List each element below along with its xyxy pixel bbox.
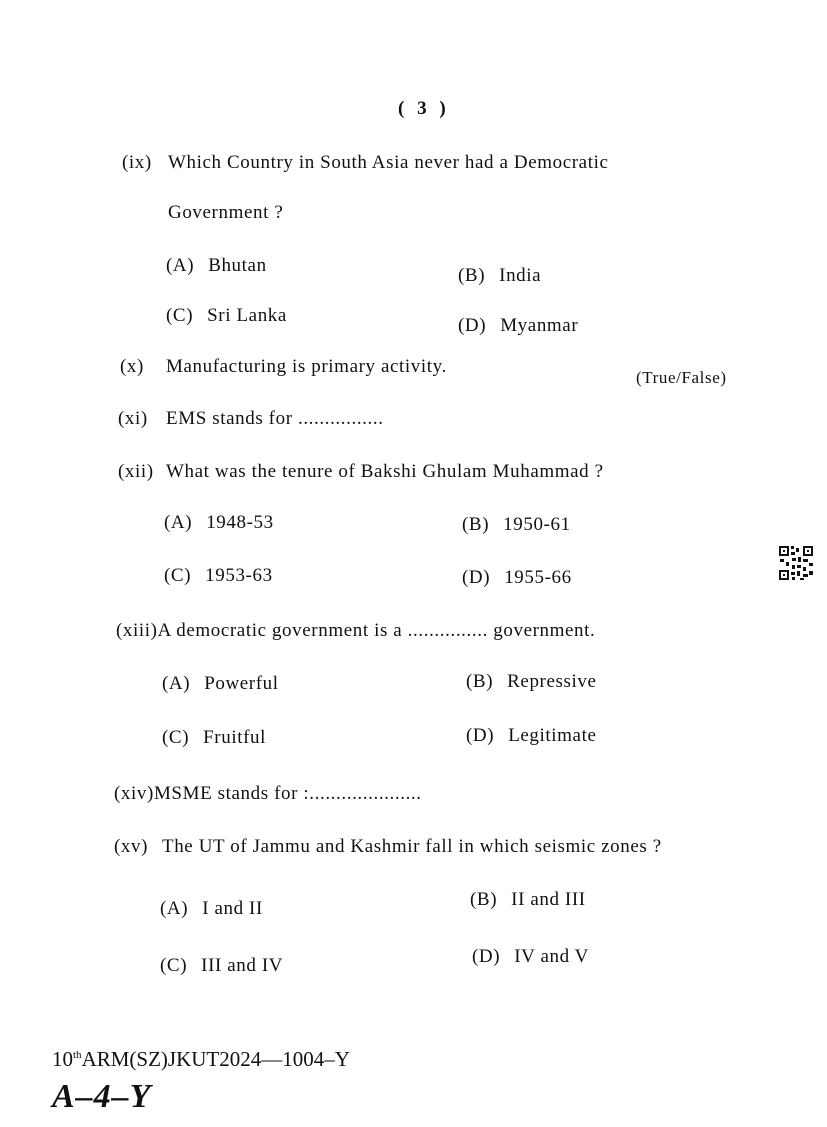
option-xv-b [470, 889, 586, 911]
question-text: What was the tenure of Bakshi Ghulam Muhammad ? [166, 461, 604, 482]
option-xv-c [160, 955, 283, 977]
option-text: 1953-63 [205, 565, 273, 586]
option-text: I and II [202, 898, 263, 919]
question-text: Manufacturing is primary activity. [166, 356, 447, 377]
question-text: The UT of Jammu and Kashmir fall in which seismic zones ? [162, 836, 662, 857]
option-label: (D) [466, 725, 495, 746]
option-text: 1950-61 [503, 514, 571, 535]
option-xv-a [160, 898, 263, 920]
option-label: (C) [164, 565, 192, 586]
question-xiv [114, 783, 422, 805]
option-label: (B) [470, 889, 498, 910]
paper-set: A–4–Y [52, 1078, 152, 1115]
option-xv-d [472, 946, 589, 968]
option-xiii-c [162, 727, 266, 749]
question-number: (xi) [118, 408, 148, 429]
question-number: (ix) [122, 152, 152, 173]
option-xii-b [462, 514, 571, 536]
question-text: A democratic government is a ............... government. [157, 620, 596, 641]
question-ix-line2: Government ? [168, 202, 284, 223]
question-xii [118, 461, 604, 483]
option-ix-d [458, 315, 578, 337]
paper-code [52, 1047, 350, 1072]
option-label: (D) [458, 315, 487, 336]
option-xii-c [164, 565, 273, 587]
option-text: Repressive [507, 671, 597, 692]
option-ix-b [458, 265, 541, 287]
option-ix-c [166, 305, 287, 327]
question-number: (xiii) [116, 620, 158, 641]
option-label: (A) [164, 512, 193, 533]
option-label: (B) [462, 514, 490, 535]
paper-code-rest: ARM(SZ)JKUT2024—1004–Y [81, 1047, 350, 1071]
option-xiii-b [466, 671, 597, 693]
question-xv [114, 836, 662, 858]
option-label: (B) [458, 265, 486, 286]
option-text: Sri Lanka [207, 305, 287, 326]
option-label: (B) [466, 671, 494, 692]
question-number: (xii) [118, 461, 154, 482]
question-number: (xv) [114, 836, 149, 857]
qr-code-icon [778, 545, 814, 581]
question-text-line1: Which Country in South Asia never had a Democratic [168, 152, 609, 173]
question-text: EMS stands for ................ [166, 408, 384, 429]
option-text: Fruitful [203, 727, 266, 748]
option-label: (C) [166, 305, 194, 326]
option-xiii-a [162, 673, 279, 695]
paper-code-prefix: 10 [52, 1047, 73, 1071]
paper-code-sup: th [73, 1049, 82, 1061]
option-text: Bhutan [208, 255, 267, 276]
option-label: (D) [472, 946, 501, 967]
option-text: Myanmar [500, 315, 579, 336]
page-number: ( 3 ) [398, 98, 450, 119]
option-text: III and IV [201, 955, 284, 976]
question-number: (x) [120, 356, 144, 377]
option-label: (A) [160, 898, 189, 919]
question-xiii [116, 620, 595, 642]
option-text: India [499, 265, 542, 286]
option-text: IV and V [514, 946, 590, 967]
question-ix [122, 152, 609, 174]
question-number: (xiv) [114, 783, 154, 804]
true-false-note: (True/False) [636, 368, 727, 387]
option-label: (C) [162, 727, 190, 748]
option-xii-a [164, 512, 274, 534]
option-text: 1948-53 [206, 512, 274, 533]
option-text: Powerful [204, 673, 279, 694]
option-text: II and III [511, 889, 586, 910]
option-ix-a [166, 255, 267, 277]
question-text: MSME stands for :..................... [153, 783, 422, 804]
option-label: (C) [160, 955, 188, 976]
option-text: Legitimate [508, 725, 597, 746]
question-x [120, 356, 447, 378]
option-label: (D) [462, 567, 491, 588]
option-label: (A) [166, 255, 195, 276]
option-text: 1955-66 [504, 567, 572, 588]
option-xii-d [462, 567, 572, 589]
option-xiii-d [466, 725, 597, 747]
question-xi [118, 408, 384, 430]
option-label: (A) [162, 673, 191, 694]
